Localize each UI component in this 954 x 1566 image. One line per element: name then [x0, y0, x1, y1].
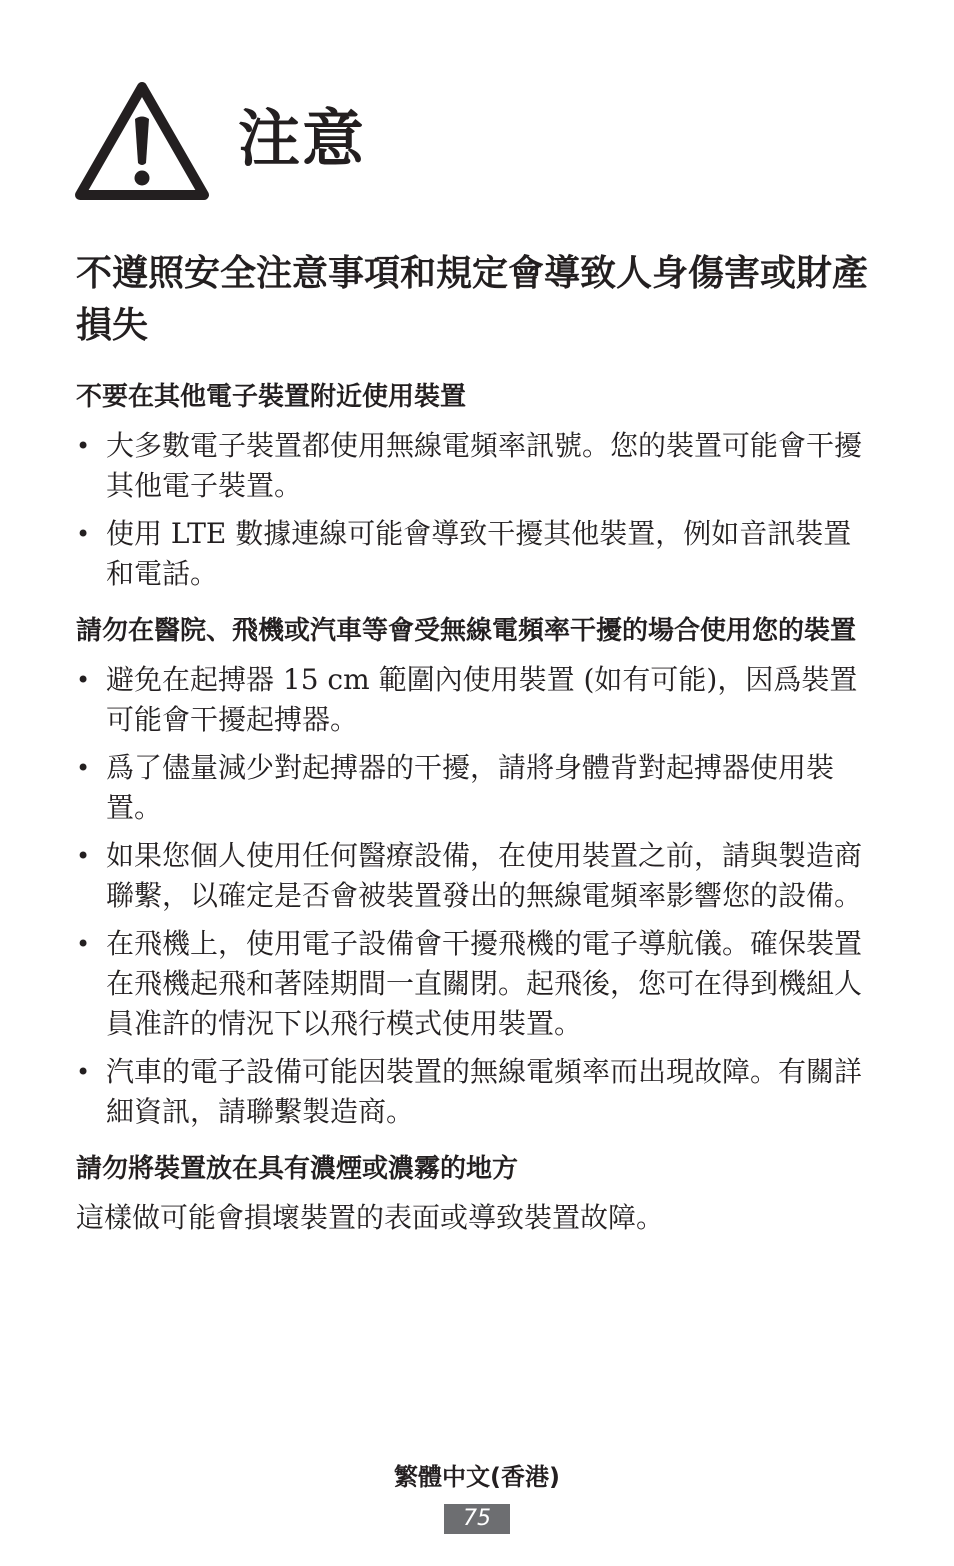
- list-item-text: 汽車的電子設備可能因裝置的無線電頻率而出現故障。有關詳細資訊，請聯繫製造商。: [106, 1055, 863, 1128]
- list-item: [76, 514, 876, 594]
- list-item-text: 在飛機上，使用電子設備會干擾飛機的電子導航儀。確保裝置在飛機起飛和著陸期間一直關閉。起飛後，您可在得到機組人員准許的情況下以飛行模式使用裝置。: [106, 927, 863, 1040]
- bullet-dot: •: [76, 754, 91, 782]
- list-item-text: 使用 LTE 數據連線可能會導致干擾其他裝置，例如音訊裝置和電話。: [106, 517, 852, 590]
- bullet-dot: •: [76, 930, 91, 958]
- section-heading-hospitals-aircraft: 請勿在醫院、飛機或汽車等會受無線電頻率干擾的場合使用您的裝置: [76, 616, 857, 646]
- bullet-dot: •: [76, 1058, 91, 1086]
- bullet-list-electronic-devices: [76, 426, 876, 594]
- list-item: [76, 836, 876, 916]
- main-heading: 不遵照安全注意事項和規定會導致人身傷害或財產損失: [76, 253, 869, 346]
- list-item: [76, 426, 876, 506]
- page-number: 75: [444, 1504, 510, 1534]
- caution-title: 注意: [238, 102, 367, 175]
- bullet-dot: •: [76, 432, 91, 460]
- list-item-text: 如果您個人使用任何醫療設備，在使用裝置之前，請與製造商聯繫，以確定是否會被裝置發出的無線電頻率影響您的設備。: [106, 839, 863, 912]
- bullet-dot: •: [76, 520, 91, 548]
- bullet-dot: •: [76, 842, 91, 870]
- list-item-text: 大多數電子裝置都使用無線電頻率訊號。您的裝置可能會干擾其他電子裝置。: [106, 429, 863, 502]
- list-item: [76, 1052, 876, 1132]
- warning-triangle-icon: [74, 81, 210, 203]
- list-item-text: 爲了儘量減少對起搏器的干擾，請將身體背對起搏器使用裝置。: [106, 751, 835, 824]
- bullet-list-hospitals-aircraft: [76, 660, 876, 1132]
- section-heading-smoke-fog: 請勿將裝置放在具有濃煙或濃霧的地方: [76, 1154, 519, 1184]
- bullet-dot: •: [76, 666, 91, 694]
- section-heading-electronic-devices: 不要在其他電子裝置附近使用裝置: [76, 382, 467, 412]
- list-item: [76, 748, 876, 828]
- content: [76, 248, 876, 1238]
- list-item: [76, 924, 876, 1044]
- list-item: [76, 660, 876, 740]
- section-paragraph-smoke-fog: 這樣做可能會損壞裝置的表面或導致裝置故障。: [76, 1201, 665, 1234]
- caution-header: [74, 80, 366, 204]
- list-item-text: 避免在起搏器 15 cm 範圍內使用裝置 (如有可能)，因爲裝置可能會干擾起搏器。: [106, 663, 858, 736]
- footer-language: 繁體中文(香港): [394, 1463, 560, 1491]
